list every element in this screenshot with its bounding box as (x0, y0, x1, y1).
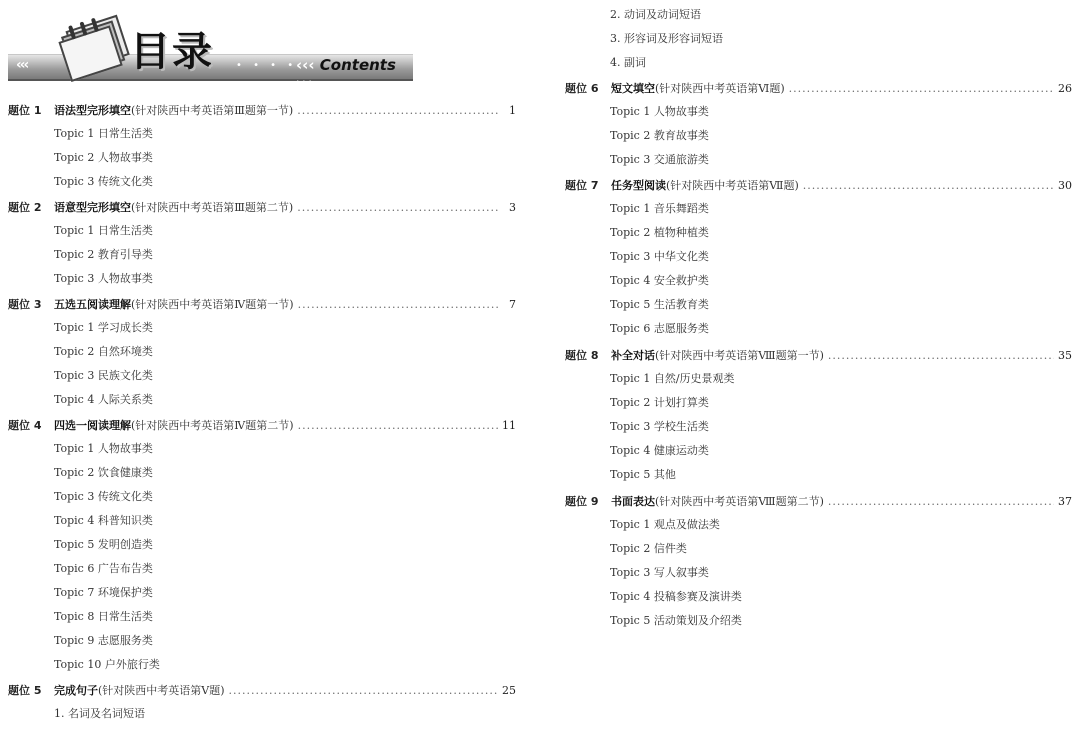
toc-topic[interactable]: 3. 形容词及形容词短语 (610, 32, 723, 45)
contents-label (296, 56, 413, 92)
toc-topic[interactable]: Topic 9 志愿服务类 (54, 634, 153, 647)
toc-topic[interactable]: Topic 3 写人叙事类 (610, 566, 709, 579)
toc-topic[interactable]: Topic 6 志愿服务类 (610, 322, 709, 335)
page-number: 37 (1058, 494, 1072, 508)
contents-arrows-right: ››› (296, 74, 315, 92)
toc-topic[interactable]: Topic 4 人际关系类 (54, 393, 153, 406)
toc-topic[interactable]: Topic 2 植物种植类 (610, 226, 709, 239)
toc-topic[interactable]: Topic 1 人物故事类 (610, 105, 709, 118)
section-note: (针对陕西中考英语第Ⅶ题) (666, 179, 799, 192)
toc-section-1[interactable] (8, 101, 516, 119)
contents-text: Contents (319, 56, 396, 74)
page-number: 1 (509, 103, 516, 117)
contents-arrows-left: ‹‹‹ (296, 56, 320, 74)
toc-section-9[interactable] (565, 492, 1072, 510)
toc-topic[interactable]: Topic 5 其他 (610, 468, 676, 481)
toc-section-6[interactable] (565, 79, 1072, 97)
section-title: 语意型完形填空 (54, 201, 131, 214)
section-note: (针对陕西中考英语第Ⅳ题第二节) (131, 419, 294, 432)
toc-section-3[interactable] (8, 295, 516, 313)
toc-topic[interactable]: Topic 1 观点及做法类 (610, 518, 720, 531)
toc-topic[interactable]: Topic 4 安全救护类 (610, 274, 709, 287)
toc-topic[interactable]: Topic 3 人物故事类 (54, 272, 153, 285)
toc-topic[interactable]: Topic 3 传统文化类 (54, 490, 153, 503)
section-note: (针对陕西中考英语第Ⅲ题第一节) (131, 104, 294, 117)
page-title: 目录 (130, 29, 214, 75)
toc-topic[interactable]: 4. 副词 (610, 56, 646, 69)
contents-header (8, 8, 413, 92)
toc-topic[interactable]: Topic 2 人物故事类 (54, 151, 153, 164)
toc-topic[interactable]: Topic 8 日常生活类 (54, 610, 153, 623)
section-title: 四选一阅读理解 (54, 419, 131, 432)
section-note: (针对陕西中考英语第Ⅷ题第一节) (655, 349, 824, 362)
header-left-arrows: ‹‹‹ (16, 57, 28, 73)
dot-leader (298, 419, 498, 432)
dot-leader (298, 298, 500, 311)
toc-topic[interactable]: Topic 3 交通旅游类 (610, 153, 709, 166)
section-label: 题位 1 (8, 104, 42, 117)
dot-leader (297, 104, 500, 117)
toc-topic[interactable]: Topic 3 学校生活类 (610, 420, 709, 433)
toc-topic[interactable]: Topic 7 环境保护类 (54, 586, 153, 599)
toc-section-2[interactable] (8, 198, 516, 216)
page-number: 7 (509, 297, 516, 311)
dot-leader (789, 82, 1054, 95)
toc-topic[interactable]: Topic 2 信件类 (610, 542, 687, 555)
section-label: 题位 4 (8, 419, 42, 432)
page-number: 30 (1058, 178, 1072, 192)
section-label: 题位 3 (8, 298, 42, 311)
toc-topic[interactable]: Topic 3 中华文化类 (610, 250, 709, 263)
toc-section-8[interactable] (565, 346, 1072, 364)
section-note: (针对陕西中考英语第Ⅲ题第二节) (131, 201, 294, 214)
toc-topic[interactable]: Topic 2 饮食健康类 (54, 466, 153, 479)
dot-leader (297, 201, 500, 214)
toc-topic[interactable]: Topic 1 音乐舞蹈类 (610, 202, 709, 215)
toc-topic[interactable]: Topic 2 教育引导类 (54, 248, 153, 261)
calendar-icon (54, 10, 128, 75)
toc-topic[interactable]: Topic 2 计划打算类 (610, 396, 709, 409)
toc-topic[interactable]: Topic 5 生活教育类 (610, 298, 709, 311)
toc-topic[interactable]: Topic 2 自然环境类 (54, 345, 153, 358)
toc-topic[interactable]: Topic 4 投稿参赛及演讲类 (610, 590, 742, 603)
dot-leader (828, 495, 1054, 508)
section-title: 短文填空 (611, 82, 655, 95)
toc-topic[interactable]: Topic 5 活动策划及介绍类 (610, 614, 742, 627)
section-label: 题位 8 (565, 349, 599, 362)
page-number: 3 (509, 200, 516, 214)
section-note: (针对陕西中考英语第Ⅴ题) (98, 684, 225, 697)
toc-topic[interactable]: Topic 3 民族文化类 (54, 369, 153, 382)
toc-topic[interactable]: Topic 1 日常生活类 (54, 224, 153, 237)
section-note: (针对陕西中考英语第Ⅳ题第一节) (131, 298, 294, 311)
toc-topic[interactable]: Topic 6 广告布告类 (54, 562, 153, 575)
toc-section-4[interactable] (8, 416, 516, 434)
toc-section-5[interactable] (8, 681, 516, 699)
dot-leader (828, 349, 1054, 362)
toc-topic[interactable]: Topic 1 学习成长类 (54, 321, 153, 334)
section-title: 补全对话 (611, 349, 655, 362)
toc-topic[interactable]: Topic 2 教育故事类 (610, 129, 709, 142)
section-note: (针对陕西中考英语第Ⅷ题第二节) (655, 495, 824, 508)
page-number: 26 (1058, 81, 1072, 95)
toc-topic[interactable]: 1. 名词及名词短语 (54, 707, 145, 720)
section-label: 题位 6 (565, 82, 599, 95)
toc-topic[interactable]: Topic 4 健康运动类 (610, 444, 709, 457)
toc-topic[interactable]: Topic 1 人物故事类 (54, 442, 153, 455)
toc-topic[interactable]: Topic 4 科普知识类 (54, 514, 153, 527)
page-number: 25 (502, 683, 516, 697)
section-title: 五选五阅读理解 (54, 298, 131, 311)
section-title: 完成句子 (54, 684, 98, 697)
toc-topic[interactable]: Topic 1 自然/历史景观类 (610, 372, 735, 385)
page-number: 11 (502, 418, 516, 432)
dot-leader (803, 179, 1054, 192)
dot-leader (229, 684, 498, 697)
page-number: 35 (1058, 348, 1072, 362)
toc-topic[interactable]: Topic 5 发明创造类 (54, 538, 153, 551)
toc-topic[interactable]: 2. 动词及动词短语 (610, 8, 701, 21)
section-label: 题位 9 (565, 495, 599, 508)
section-label: 题位 7 (565, 179, 599, 192)
toc-topic[interactable]: Topic 10 户外旅行类 (54, 658, 160, 671)
toc-topic[interactable]: Topic 3 传统文化类 (54, 175, 153, 188)
section-label: 题位 5 (8, 684, 42, 697)
header-dots: • • • • (236, 60, 298, 71)
section-note: (针对陕西中考英语第Ⅵ题) (655, 82, 785, 95)
section-title: 任务型阅读 (611, 179, 666, 192)
section-title: 书面表达 (611, 495, 655, 508)
toc-topic[interactable]: Topic 1 日常生活类 (54, 127, 153, 140)
section-title: 语法型完形填空 (54, 104, 131, 117)
toc-section-7[interactable] (565, 176, 1072, 194)
section-label: 题位 2 (8, 201, 42, 214)
